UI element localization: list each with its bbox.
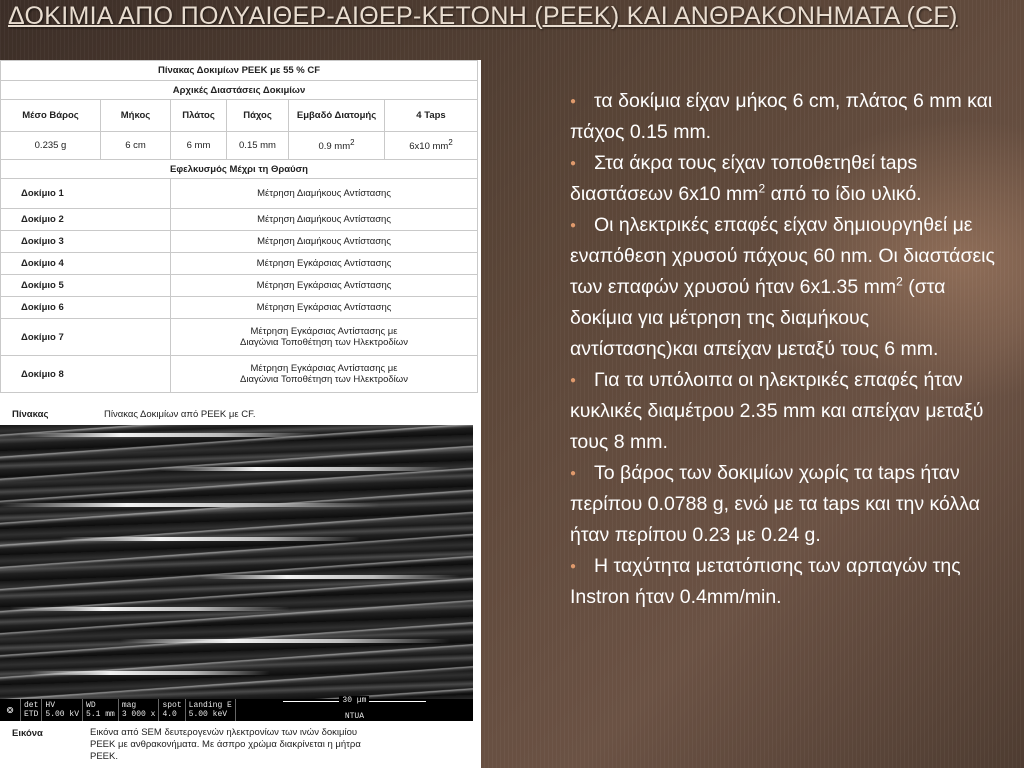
figure-caption-text: Εικόνα από SEM δευτερογενών ηλεκτρονίων των ινών δοκιμίου PEEK με ανθρακονήματα. Με άσπρο χρώμα διακρίνεται η μήτρα PEEK. [90, 727, 361, 762]
fiber-highlight [10, 607, 290, 611]
bullet-item: ● Στα άκρα τους είχαν τοποθετηθεί taps διαστάσεων 6x10 $mm^2$ από το ίδιο υλικό. [570, 148, 995, 210]
bullet-item: ● Το βάρος των δοκιμίων χωρίς τα taps ήταν περίπου 0.0788 g, ενώ με τα taps και την κόλλα ήταν περίπου 0.23 με 0.24 g. [570, 458, 995, 551]
header-taps: 4 Taps [385, 100, 478, 132]
sem-scale-label: 30 μm [339, 696, 369, 705]
specimen-desc: Μέτρηση Εγκάρσιας Αντίστασης [171, 253, 478, 275]
value-cross-section-text: 0.9 mm [318, 141, 351, 153]
specimen-desc [171, 319, 478, 356]
bullet-dot-icon: ● [570, 375, 577, 386]
table-caption-label: Πίνακας [12, 409, 49, 420]
value-avg-weight: 0.235 g [1, 132, 101, 160]
value-taps [385, 132, 478, 160]
specimen-label: Δοκίμιο 3 [1, 231, 171, 253]
value-length: 6 cm [101, 132, 171, 160]
fiber-highlight [120, 639, 450, 643]
fiber-highlight [20, 433, 320, 437]
table-section-initial-dimensions: Αρχικές Διαστάσεις Δοκιμίων [1, 81, 478, 100]
specimen-desc: Μέτρηση Εγκάρσιας Αντίστασης [171, 297, 478, 319]
bullet-item: ● Οι ηλεκτρικές επαφές είχαν δημιουργηθεί με εναπόθεση χρυσού πάχους 60 nm. Οι διαστάσεις των επαφών χρυσού ήταν 6x1.35 $mm^2$ (στα δοκίμια για μέτρηση της διαμήκους αντίστασης)και απείχαν μεταξύ τους 6 mm. [570, 210, 995, 365]
specimen-desc-line: Μέτρηση Εγκάρσιας Αντίστασης με [250, 326, 398, 337]
sem-field-hv: HV 5.00 kV [41, 699, 82, 721]
specimen-desc-line: Διαγώνια Τοποθέτηση των Ηλεκτροδίων [240, 374, 408, 385]
bullet-dot-icon: ● [570, 96, 577, 107]
figure-caption-label: Εικόνα [12, 728, 43, 739]
specimen-desc [171, 356, 478, 393]
value-width: 6 mm [171, 132, 227, 160]
value-taps-text: 6x10 mm [409, 141, 449, 153]
bullet-list [570, 86, 995, 613]
header-length: Μήκος [101, 100, 171, 132]
sem-field-landing-e: Landing E 5.00 keV [185, 699, 235, 721]
slide-title: ΔΟΚΙΜΙΑ ΑΠΟ ΠΟΛΥΑΙΘΕΡ-ΑΙΘΕΡ-ΚΕΤΟΝΗ (PEEK) ΚΑΙ ΑΝΘΡΑΚΟΝΗΜΑΤΑ (CF) [8, 2, 958, 30]
header-thickness: Πάχος [227, 100, 289, 132]
bullet-dot-icon: ● [570, 158, 577, 169]
table-caption [0, 408, 478, 424]
sem-field-wd: WD 5.1 mm [82, 699, 118, 721]
header-width: Πλάτος [171, 100, 227, 132]
value-cross-section-sup: 2 [350, 138, 355, 148]
specimen-label: Δοκίμιο 5 [1, 275, 171, 297]
bullet-item: ● Η ταχύτητα μετατόπισης των αρπαγών της Instron ήταν 0.4mm/min. [570, 551, 995, 613]
figure-caption [0, 724, 481, 768]
header-avg-weight: Μέσο Βάρος [1, 100, 101, 132]
bullet-item: ● τα δοκίμια είχαν μήκος 6 cm, πλάτος 6 mm και πάχος 0.15 mm. [570, 86, 995, 148]
fiber-highlight [60, 537, 360, 541]
bullet-item: ● Για τα υπόλοιπα οι ηλεκτρικές επαφές ήταν κυκλικές διαμέτρου 2.35 mm και απείχαν μεταξύ τους 8 mm. [570, 365, 995, 458]
value-thickness: 0.15 mm [227, 132, 289, 160]
fiber-highlight [0, 503, 380, 507]
value-taps-sup: 2 [448, 138, 453, 148]
specimen-label: Δοκίμιο 7 [1, 319, 171, 356]
specimen-label: Δοκίμιο 6 [1, 297, 171, 319]
specimen-label: Δοκίμιο 1 [1, 179, 171, 209]
specimen-table [0, 60, 478, 393]
specimen-label: Δοκίμιο 8 [1, 356, 171, 393]
sem-field-spot: spot 4.0 [158, 699, 184, 721]
table-section-tensile: Εφελκυσμός Μέχρι τη Θραύση [1, 160, 478, 179]
sem-scale-bar [235, 695, 473, 721]
left-panel [0, 60, 481, 768]
table-title: Πίνακας Δοκιμίων PEEK με 55 % CF [1, 61, 478, 81]
fiber-highlight [160, 467, 450, 471]
table-caption-text: Πίνακας Δοκιμίων από PEEK με CF. [104, 409, 256, 420]
sem-micrograph [0, 425, 473, 721]
header-cross-section: Εμβαδό Διατομής [289, 100, 385, 132]
fiber-highlight [30, 671, 270, 675]
specimen-desc: Μέτρηση Εγκάρσιας Αντίστασης [171, 275, 478, 297]
sem-field-mag: mag 3 000 x [118, 699, 159, 721]
specimen-desc: Μέτρηση Διαμήκους Αντίστασης [171, 231, 478, 253]
specimen-label: Δοκίμιο 2 [1, 209, 171, 231]
specimen-desc-line: Διαγώνια Τοποθέτηση των Ηλεκτροδίων [240, 337, 408, 348]
bullet-dot-icon: ● [570, 468, 577, 479]
specimen-desc-line: Μέτρηση Εγκάρσιας Αντίστασης με [250, 363, 398, 374]
bullet-dot-icon: ● [570, 220, 577, 231]
fei-logo-icon: ❂ [6, 705, 14, 717]
bullet-dot-icon: ● [570, 561, 577, 572]
specimen-desc: Μέτρηση Διαμήκους Αντίστασης [171, 179, 478, 209]
fiber-highlight [200, 575, 460, 579]
specimen-label: Δοκίμιο 4 [1, 253, 171, 275]
specimen-desc: Μέτρηση Διαμήκους Αντίστασης [171, 209, 478, 231]
value-cross-section [289, 132, 385, 160]
sem-databar [0, 695, 473, 721]
sem-field-det: det ETD [20, 699, 41, 721]
sem-institution: NTUA [344, 711, 365, 721]
